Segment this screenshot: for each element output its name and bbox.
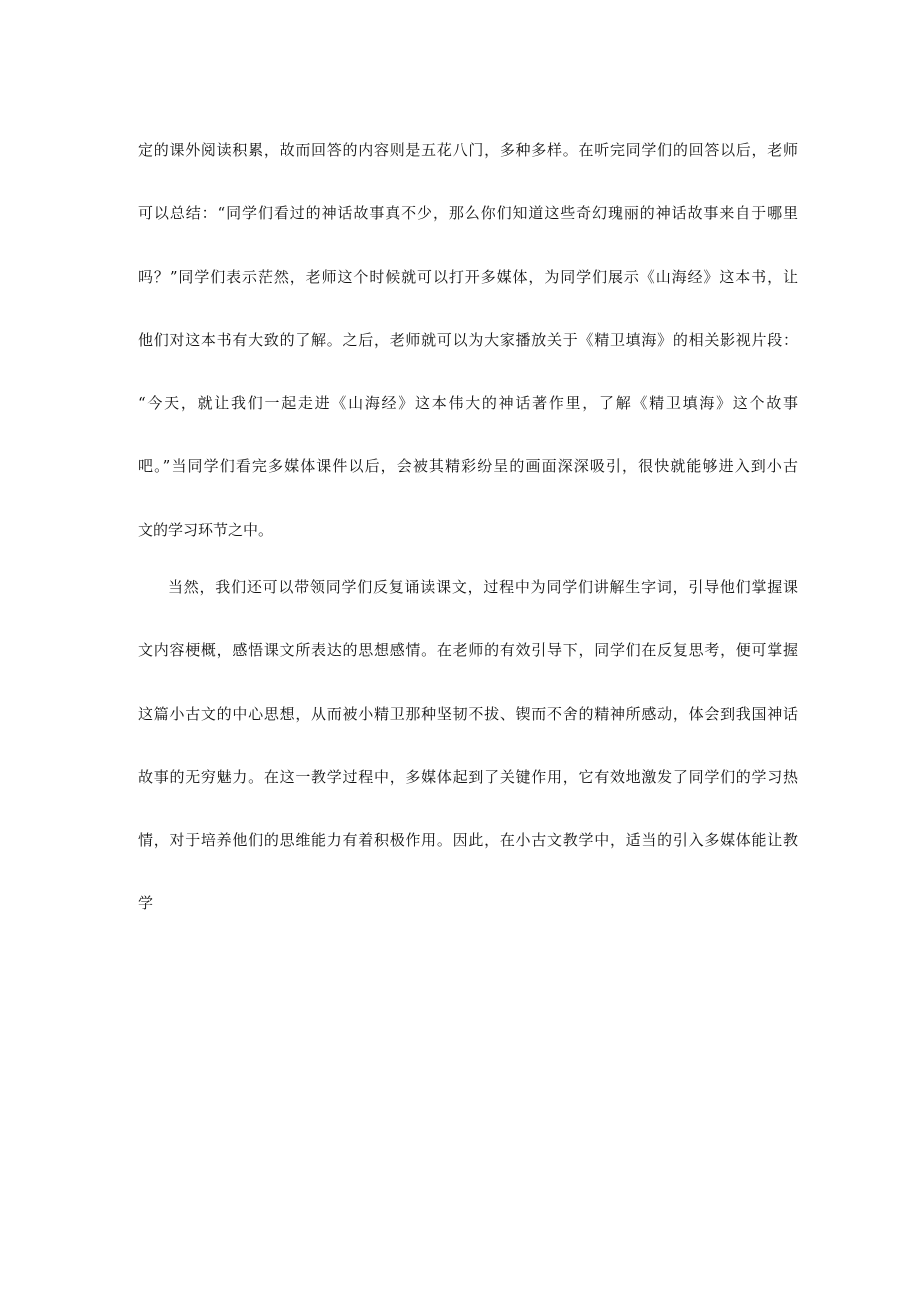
paragraph-line: 文内容梗概，感悟课文所表达的思想感情。在老师的有效引导下，同学们在反复思考，便可掌握	[138, 641, 798, 660]
paragraph-line: 定的课外阅读积累，故而回答的内容则是五花八门，多种多样。在听完同学们的回答以后，老师	[138, 141, 798, 159]
paragraph-line: “今天，就让我们一起走进《山海经》这本伟大的神话著作里，了解《精卫填海》这个故事	[138, 394, 798, 413]
paragraph-line: 他们对这本书有大致的了解。之后，老师就可以为大家播放关于《精卫填海》的相关影视片段：	[138, 330, 798, 349]
paragraph-2	[138, 580, 798, 960]
paragraph-line: 情，对于培养他们的思维能力有着积极作用。因此，在小古文教学中，适当的引入多媒体能让教	[138, 831, 798, 850]
paragraph-line: 当然，我们还可以带领同学们反复诵读课文，过程中为同学们讲解生字词，引导他们掌握课	[168, 578, 798, 596]
paragraph-line: 吗？”同学们表示茫然，老师这个时候就可以打开多媒体，为同学们展示《山海经》这本书，让	[138, 267, 798, 286]
paragraph-1	[138, 143, 798, 586]
paragraph-line: 学	[138, 894, 154, 913]
paragraph-line: 可以总结：“同学们看过的神话故事真不少，那么你们知道这些奇幻瑰丽的神话故事来自于哪里	[138, 204, 798, 223]
paragraph-line: 文的学习环节之中。	[138, 520, 274, 539]
paragraph-line: 这篇小古文的中心思想，从而被小精卫那种坚韧不拔、锲而不舍的精神所感动，体会到我国神话	[138, 704, 798, 723]
paragraph-line: 故事的无穷魅力。在这一教学过程中，多媒体起到了关键作用，它有效地激发了同学们的学习热	[138, 767, 798, 786]
paragraph-line: 吧。”当同学们看完多媒体课件以后，会被其精彩纷呈的画面深深吸引，很快就能够进入到小古	[138, 457, 798, 476]
